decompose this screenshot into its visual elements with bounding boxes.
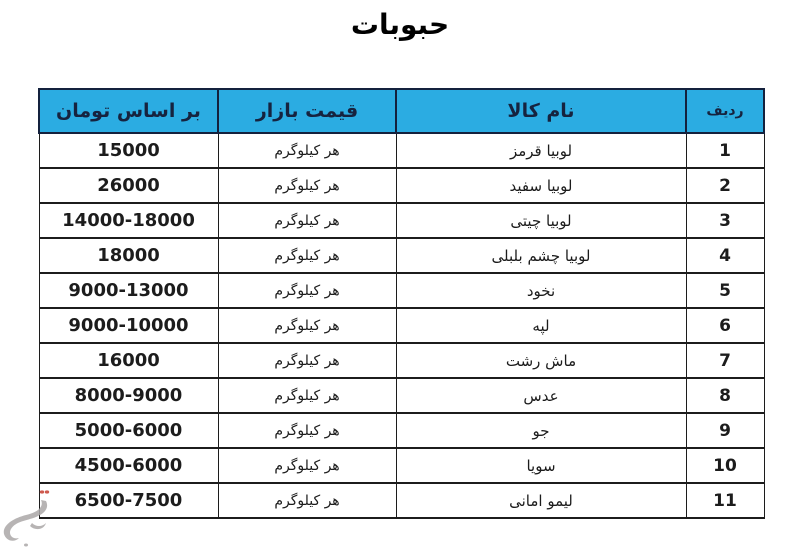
price-cell: 6500-7500	[39, 483, 218, 518]
table-row	[39, 133, 764, 168]
row-number-cell: 11	[686, 483, 764, 518]
price-cell: 9000-10000	[39, 308, 218, 343]
table-row	[39, 413, 764, 448]
price-cell: 16000	[39, 343, 218, 378]
table-row	[39, 308, 764, 343]
price-cell: 18000	[39, 238, 218, 273]
product-name-cell: سویا	[396, 448, 686, 483]
row-number-cell: 4	[686, 238, 764, 273]
price-cell: 26000	[39, 168, 218, 203]
product-name-cell: لیمو امانی	[396, 483, 686, 518]
table-row	[39, 168, 764, 203]
table-row	[39, 273, 764, 308]
row-number-cell: 5	[686, 273, 764, 308]
unit-cell: هر کیلوگرم	[218, 168, 396, 203]
header-market-price: قیمت بازار	[218, 89, 396, 133]
row-number-cell: 3	[686, 203, 764, 238]
price-cell: 9000-13000	[39, 273, 218, 308]
unit-cell: هر کیلوگرم	[218, 273, 396, 308]
unit-cell: هر کیلوگرم	[218, 378, 396, 413]
table-header	[39, 89, 764, 133]
unit-cell: هر کیلوگرم	[218, 133, 396, 168]
unit-cell: هر کیلوگرم	[218, 483, 396, 518]
row-number-cell: 10	[686, 448, 764, 483]
row-number-cell: 7	[686, 343, 764, 378]
product-name-cell: لوبیا چشم بلبلی	[396, 238, 686, 273]
table-row	[39, 343, 764, 378]
header-row-number: ردیف	[686, 89, 764, 133]
header-product-name: نام کالا	[396, 89, 686, 133]
header-toman-basis: بر اساس تومان	[39, 89, 218, 133]
table-row	[39, 483, 764, 518]
price-cell: 14000-18000	[39, 203, 218, 238]
product-name-cell: جو	[396, 413, 686, 448]
product-name-cell: لوبیا قرمز	[396, 133, 686, 168]
table-row	[39, 378, 764, 413]
price-cell: 8000-9000	[39, 378, 218, 413]
unit-cell: هر کیلوگرم	[218, 203, 396, 238]
row-number-cell: 9	[686, 413, 764, 448]
table-row	[39, 238, 764, 273]
row-number-cell: 6	[686, 308, 764, 343]
unit-cell: هر کیلوگرم	[218, 448, 396, 483]
price-cell: 15000	[39, 133, 218, 168]
unit-cell: هر کیلوگرم	[218, 343, 396, 378]
price-table	[38, 88, 765, 519]
unit-cell: هر کیلوگرم	[218, 413, 396, 448]
header-row	[39, 89, 764, 133]
table-row	[39, 448, 764, 483]
product-name-cell: لوبیا چیتی	[396, 203, 686, 238]
row-number-cell: 8	[686, 378, 764, 413]
row-number-cell: 1	[686, 133, 764, 168]
price-cell: 5000-6000	[39, 413, 218, 448]
table-row	[39, 203, 764, 238]
table-body	[39, 133, 764, 518]
row-number-cell: 2	[686, 168, 764, 203]
price-cell: 4500-6000	[39, 448, 218, 483]
unit-cell: هر کیلوگرم	[218, 238, 396, 273]
page-title: حبوبات	[350, 8, 450, 41]
product-name-cell: عدس	[396, 378, 686, 413]
product-name-cell: نخود	[396, 273, 686, 308]
product-name-cell: لپه	[396, 308, 686, 343]
product-name-cell: لوبیا سفید	[396, 168, 686, 203]
tasnim-watermark-logo	[2, 485, 64, 551]
unit-cell: هر کیلوگرم	[218, 308, 396, 343]
product-name-cell: ماش رشت	[396, 343, 686, 378]
